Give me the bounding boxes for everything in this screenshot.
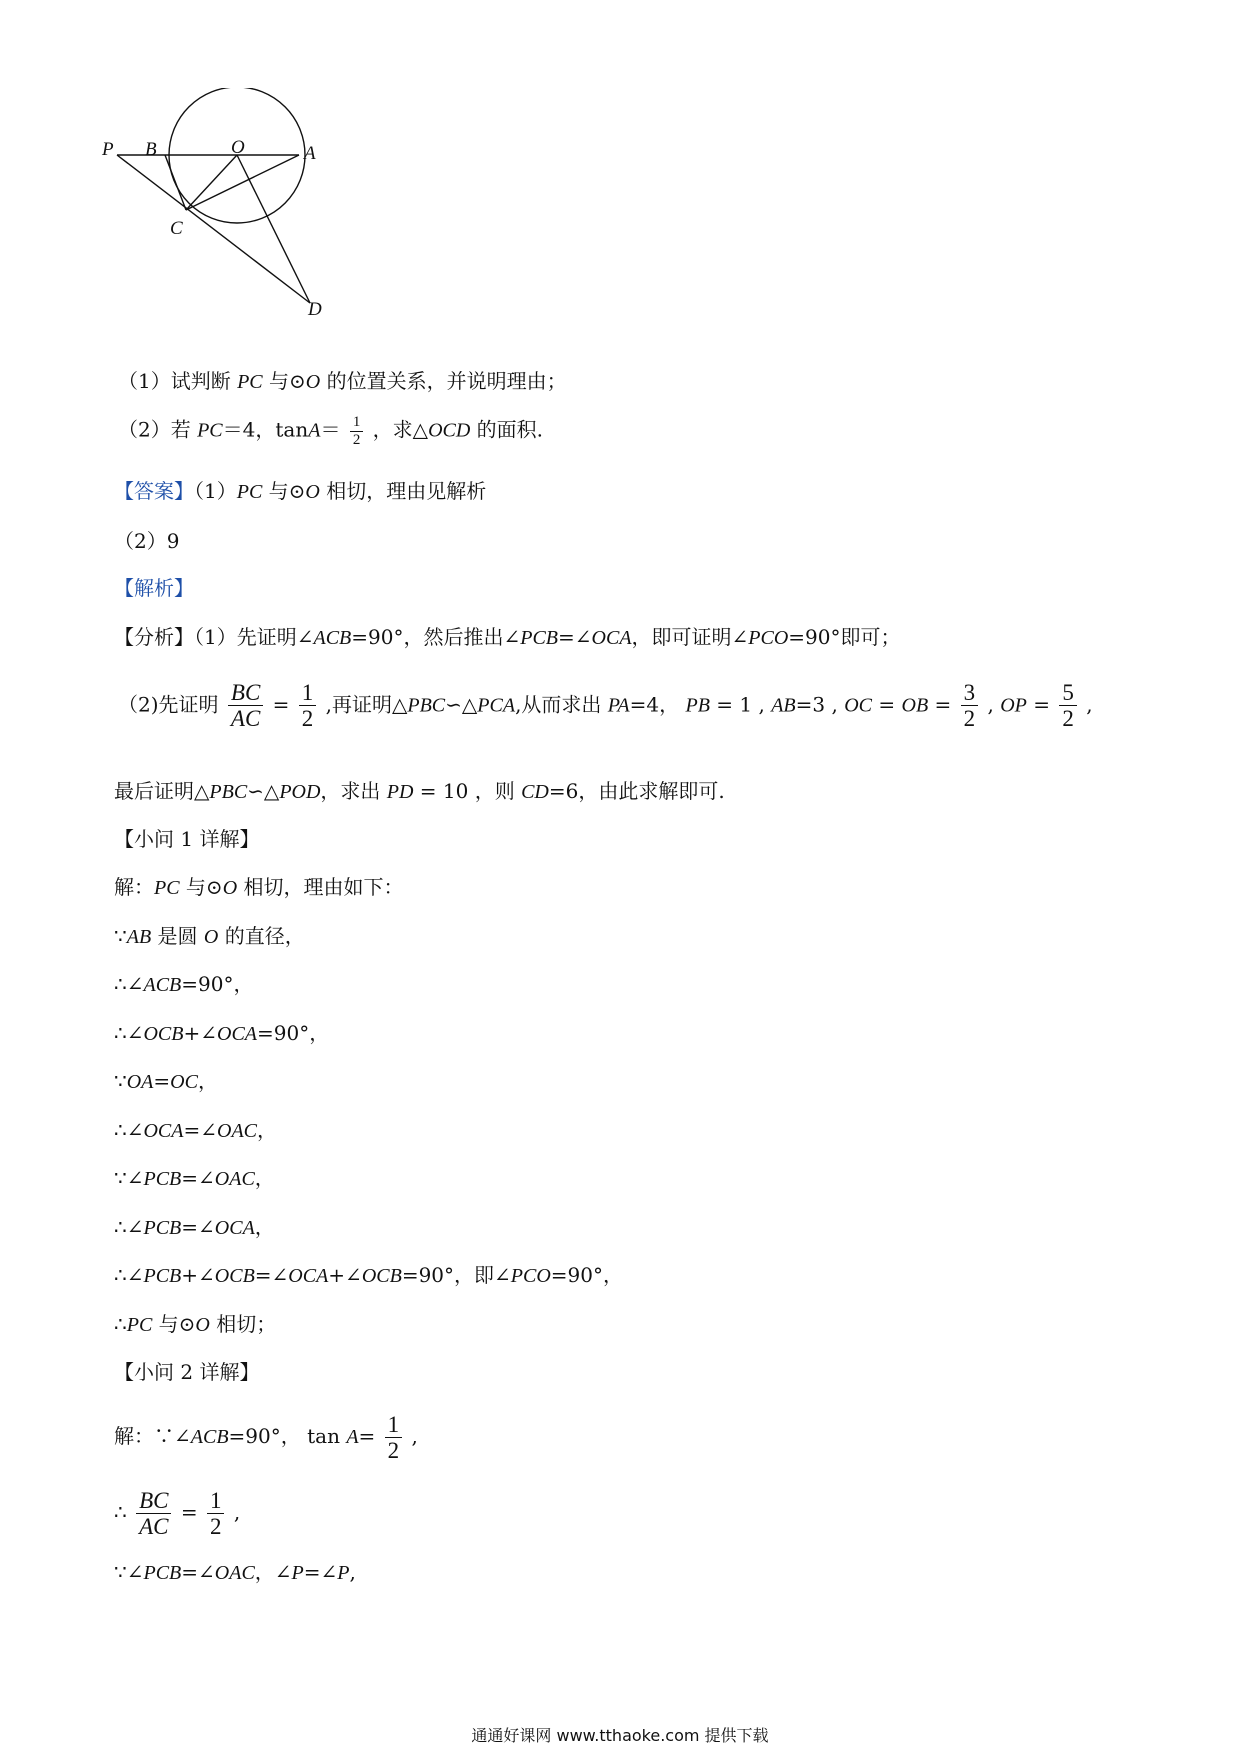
fraction-one-half: $\frac{1}{2}$: [350, 414, 364, 448]
fraction-three-half: $\frac{3}{2}$: [961, 680, 979, 732]
analysis-line-1: 【分析】（1）先证明∠ACB=90°，然后推出∠PCB=∠OCA，即可证明∠PCO=90°即可；: [114, 625, 901, 649]
geometry-figure: [100, 88, 400, 358]
segment-od: [237, 155, 310, 303]
part2-line-2: ∴ $\frac{BC}{AC}$ = $\frac{1}{2}$ ,: [114, 1487, 241, 1539]
part1-line: ∵OA=OC，: [114, 1069, 218, 1093]
label-d: D: [308, 299, 322, 320]
part2-title: 【小问 2 详解】: [114, 1360, 260, 1384]
part1-line: ∴∠PCB=∠OCA，: [114, 1215, 275, 1239]
question-2: （2）若 PC＝4，tanA＝ $\frac{1}{2}$ ，求△OCD 的面积.: [118, 414, 544, 448]
answer-line-2: （2）9: [114, 529, 180, 553]
answer-line-1: 【答案】（1）PC 与⊙O 相切，理由见解析: [114, 479, 487, 503]
part1-line-10: ∴PC 与⊙O 相切；: [114, 1312, 277, 1336]
fraction-one-half: $\frac{1}{2}$: [207, 1488, 225, 1540]
analysis-line-3: 最后证明△PBC∽△POD，求出 PD = 10 ，则 CD=6，由此求解即可.: [114, 779, 725, 803]
part2-line-3: ∵∠PCB=∠OAC，∠P=∠P,: [114, 1560, 356, 1584]
footer-source: 通通好课网 www.tthaoke.com 提供下载: [471, 1726, 769, 1745]
part1-line: ∴∠OCB+∠OCA=90°，: [114, 1021, 330, 1045]
fraction-one-half: $\frac{1}{2}$: [299, 680, 317, 732]
part1-line: ∵∠PCB=∠OAC，: [114, 1166, 275, 1190]
fraction-bc-ac: $\frac{BC}{AC}$: [228, 680, 263, 732]
part1-line: 解：PC 与⊙O 相切，理由如下：: [114, 875, 404, 899]
fraction-five-half: $\frac{5}{2}$: [1059, 680, 1077, 732]
analysis-line-2: （2)先证明 $\frac{BC}{AC}$ = $\frac{1}{2}$ ,再证明△PBC∽△PCA,从而求出 PA=4， PB = 1 , AB=3 , OC = OB = $\frac{3}{2}$ , OP = $\frac{5}{2}$ ,: [118, 680, 1093, 732]
question-1: （1）试判断 PC 与⊙O 的位置关系，并说明理由；: [118, 369, 567, 393]
part1-line-9: ∴∠PCB+∠OCB=∠OCA+∠OCB=90°，即∠PCO=90°，: [114, 1263, 623, 1287]
part1-line: ∴∠ACB=90°，: [114, 972, 254, 996]
segment-oc: [186, 155, 237, 210]
answer-tag: 【答案】: [114, 479, 194, 503]
label-o: O: [231, 137, 245, 158]
fraction-one-half: $\frac{1}{2}$: [385, 1412, 403, 1464]
segment-ac: [186, 155, 299, 210]
fraction-bc-ac: $\frac{BC}{AC}$: [136, 1488, 171, 1540]
jiexi-tag: 【解析】: [114, 576, 194, 600]
part1-line: ∴∠OCA=∠OAC，: [114, 1118, 277, 1142]
label-c: C: [170, 218, 183, 239]
label-a: A: [304, 143, 316, 164]
label-b: B: [145, 139, 157, 160]
label-p: P: [102, 139, 114, 160]
part1-line: ∵AB 是圆 O 的直径，: [114, 924, 305, 948]
part1-title: 【小问 1 详解】: [114, 827, 260, 851]
segment-bc: [165, 155, 186, 210]
part2-line-1: 解：∵∠ACB=90°， tan A= $\frac{1}{2}$ ,: [114, 1411, 418, 1463]
segment-pd: [117, 155, 310, 303]
